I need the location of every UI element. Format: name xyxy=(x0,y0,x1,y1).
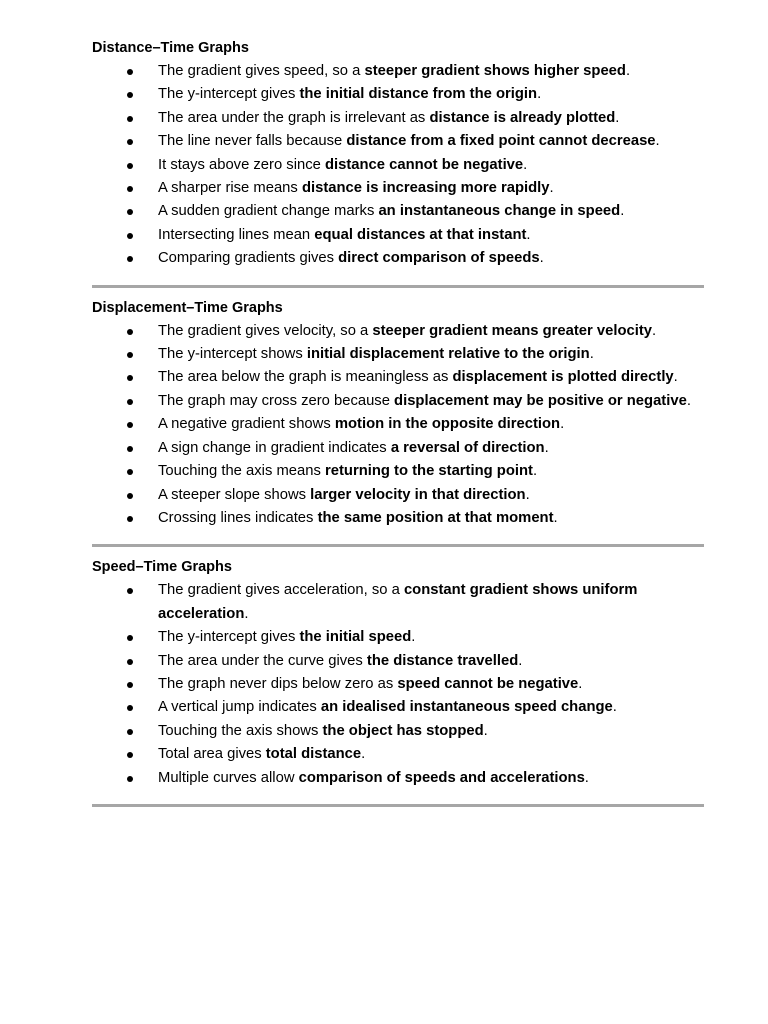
bullet-icon xyxy=(127,139,133,145)
list-item: The graph may cross zero because displacement may be positive or negative. xyxy=(92,390,704,413)
list-item: Touching the axis means returning to the starting point. xyxy=(92,460,704,483)
bullet-icon xyxy=(127,209,133,215)
section-title: Distance–Time Graphs xyxy=(92,40,249,56)
list-item: The gradient gives acceleration, so a constant gradient shows uniform acceleration. xyxy=(92,579,704,626)
bullet-icon xyxy=(127,635,133,641)
list-item: Intersecting lines mean equal distances at that instant. xyxy=(92,224,704,247)
list-item: A vertical jump indicates an idealised instantaneous speed change. xyxy=(92,696,704,719)
bullet-icon xyxy=(127,752,133,758)
list-item: The area under the curve gives the distance travelled. xyxy=(92,650,704,673)
bullet-icon xyxy=(127,186,133,192)
bullet-icon xyxy=(127,682,133,688)
bullet-list xyxy=(92,60,704,271)
bullet-icon xyxy=(127,375,133,381)
list-item: A sudden gradient change marks an instantaneous change in speed. xyxy=(92,200,704,223)
list-item: Total area gives total distance. xyxy=(92,743,704,766)
list-item: It stays above zero since distance cannot be negative. xyxy=(92,154,704,177)
section-distance-time xyxy=(92,38,704,288)
section-speed-time xyxy=(92,557,704,807)
bullet-icon xyxy=(127,446,133,452)
bullet-icon xyxy=(127,116,133,122)
bullet-list xyxy=(92,579,704,790)
section-displacement-time xyxy=(92,298,704,548)
list-item: A steeper slope shows larger velocity in that direction. xyxy=(92,484,704,507)
list-item: The area below the graph is meaningless as displacement is plotted directly. xyxy=(92,366,704,389)
list-item: The graph never dips below zero as speed cannot be negative. xyxy=(92,673,704,696)
list-item: The gradient gives velocity, so a steeper gradient means greater velocity. xyxy=(92,320,704,343)
bullet-icon xyxy=(127,588,133,594)
bullet-icon xyxy=(127,256,133,262)
bullet-icon xyxy=(127,233,133,239)
list-item: A negative gradient shows motion in the opposite direction. xyxy=(92,413,704,436)
bullet-icon xyxy=(127,705,133,711)
list-item: The y-intercept gives the initial distance from the origin. xyxy=(92,83,704,106)
list-item: Comparing gradients gives direct comparison of speeds. xyxy=(92,247,704,270)
bullet-icon xyxy=(127,469,133,475)
list-item: Touching the axis shows the object has stopped. xyxy=(92,720,704,743)
bullet-icon xyxy=(127,399,133,405)
bullet-icon xyxy=(127,659,133,665)
bullet-icon xyxy=(127,729,133,735)
list-item: The y-intercept shows initial displacement relative to the origin. xyxy=(92,343,704,366)
list-item: The line never falls because distance from a fixed point cannot decrease. xyxy=(92,130,704,153)
bullet-icon xyxy=(127,163,133,169)
bullet-icon xyxy=(127,776,133,782)
bullet-icon xyxy=(127,92,133,98)
document-page xyxy=(92,38,704,817)
bullet-icon xyxy=(127,516,133,522)
bullet-icon xyxy=(127,422,133,428)
list-item: A sign change in gradient indicates a reversal of direction. xyxy=(92,437,704,460)
bullet-icon xyxy=(127,493,133,499)
list-item: Multiple curves allow comparison of speeds and accelerations. xyxy=(92,767,704,790)
list-item: The gradient gives speed, so a steeper gradient shows higher speed. xyxy=(92,60,704,83)
list-item: A sharper rise means distance is increasing more rapidly. xyxy=(92,177,704,200)
list-item: The area under the graph is irrelevant as distance is already plotted. xyxy=(92,107,704,130)
list-item: Crossing lines indicates the same position at that moment. xyxy=(92,507,704,530)
section-title: Speed–Time Graphs xyxy=(92,559,232,576)
list-item: The y-intercept gives the initial speed. xyxy=(92,626,704,649)
bullet-list xyxy=(92,320,704,531)
section-title: Displacement–Time Graphs xyxy=(92,299,283,316)
bullet-icon xyxy=(127,329,133,335)
bullet-icon xyxy=(127,69,133,75)
bullet-icon xyxy=(127,352,133,358)
